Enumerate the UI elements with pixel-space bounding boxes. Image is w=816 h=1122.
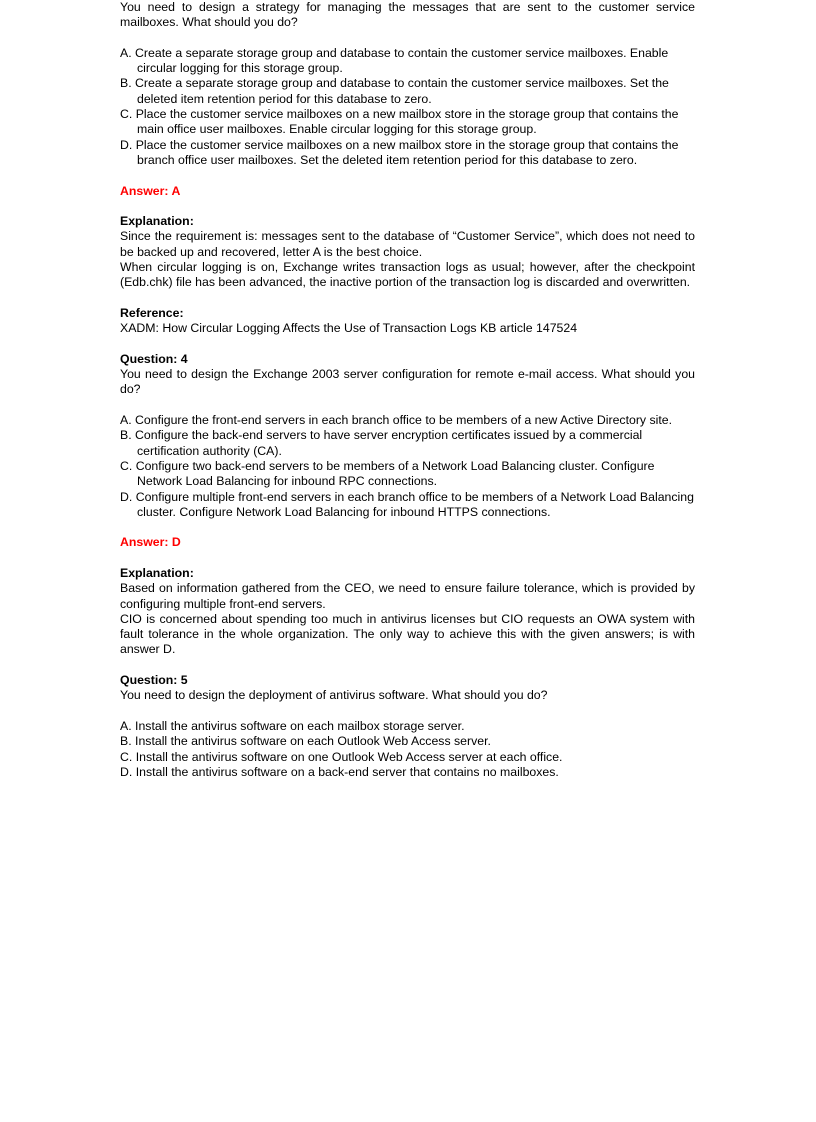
q5-question-text: You need to design the deployment of antivirus software. What should you do? [120, 688, 548, 703]
q3-answer: Answer: A [120, 183, 181, 198]
q4-option-b: B. Configure the back-end servers to have server encryption certificates issued by a commercial certification authority (CA). [120, 428, 643, 458]
q3-option-a: A. Create a separate storage group and database to contain the customer service mailboxes. Enable circular logging for this storage group. [120, 45, 669, 76]
q4-question-text: You need to design the Exchange 2003 server configuration for remote e-mail access. What should you do? [120, 367, 695, 397]
q5-option-d: D. Install the antivirus software on a back-end server that contains no mailboxes. [120, 764, 559, 779]
q5-option-a: A. Install the antivirus software on each mailbox storage server. [120, 718, 465, 733]
q3-question-text: You need to design a strategy for managing the messages that are sent to the customer service mailboxes. What should you do? [120, 0, 695, 30]
q3-option-b: B. Create a separate storage group and database to contain the customer service mailboxes. Set the deleted item retention period for this database to zero. [120, 76, 669, 106]
q4-option-d: D. Configure multiple front-end servers in each branch office to be members of a Network Load Balancing cluster. Configure Network Load Balancing for inbound HTTPS connections. [120, 489, 694, 519]
q4-title: Question: 4 [120, 351, 188, 366]
q3-option-c: C. Place the customer service mailboxes on a new mailbox store in the storage group that contains the main office user mailboxes. Enable circular logging for this storage group. [120, 107, 679, 137]
q4-option-c: C. Configure two back-end servers to be members of a Network Load Balancing cluster. Configure Network Load Balancing for inbound RPC connections. [120, 458, 655, 489]
q3-explanation-1: Since the requirement is: messages sent to the database of “Customer Service”, which does not need to be backed up and recovered, letter A is the best choice. [120, 229, 695, 259]
document-page [120, 0, 695, 780]
q3-reference-text: XADM: How Circular Logging Affects the Use of Transaction Logs KB article 147524 [120, 321, 578, 336]
q3-reference-label: Reference: [120, 305, 184, 320]
q3-explanation-label: Explanation: [120, 214, 194, 229]
q5-option-c: C. Install the antivirus software on one Outlook Web Access server at each office. [120, 749, 563, 764]
q3-explanation-2: When circular logging is on, Exchange writes transaction logs as usual; however, after the checkpoint (Edb.chk) file has been advanced, the inactive portion of the transaction log is discarded and overwritten. [120, 260, 695, 290]
q3-option-d: D. Place the customer service mailboxes on a new mailbox store in the storage group that contains the branch office user mailboxes. Set the deleted item retention period for this database to zero. [120, 137, 679, 167]
q4-explanation-1: Based on information gathered from the CEO, we need to ensure failure tolerance, which is provided by configuring multiple front-end servers. [120, 581, 695, 611]
q4-explanation-label: Explanation: [120, 565, 194, 580]
q5-option-b: B. Install the antivirus software on each Outlook Web Access server. [120, 734, 491, 749]
q4-option-a: A. Configure the front-end servers in each branch office to be members of a new Active Directory site. [120, 413, 673, 428]
q4-explanation-2: CIO is concerned about spending too much in antivirus licenses but CIO requests an OWA system with fault tolerance in the whole organization. The only way to achieve this with the given answers; is with answer D. [120, 611, 695, 657]
q5-title: Question: 5 [120, 673, 188, 688]
q4-answer: Answer: D [120, 535, 181, 550]
